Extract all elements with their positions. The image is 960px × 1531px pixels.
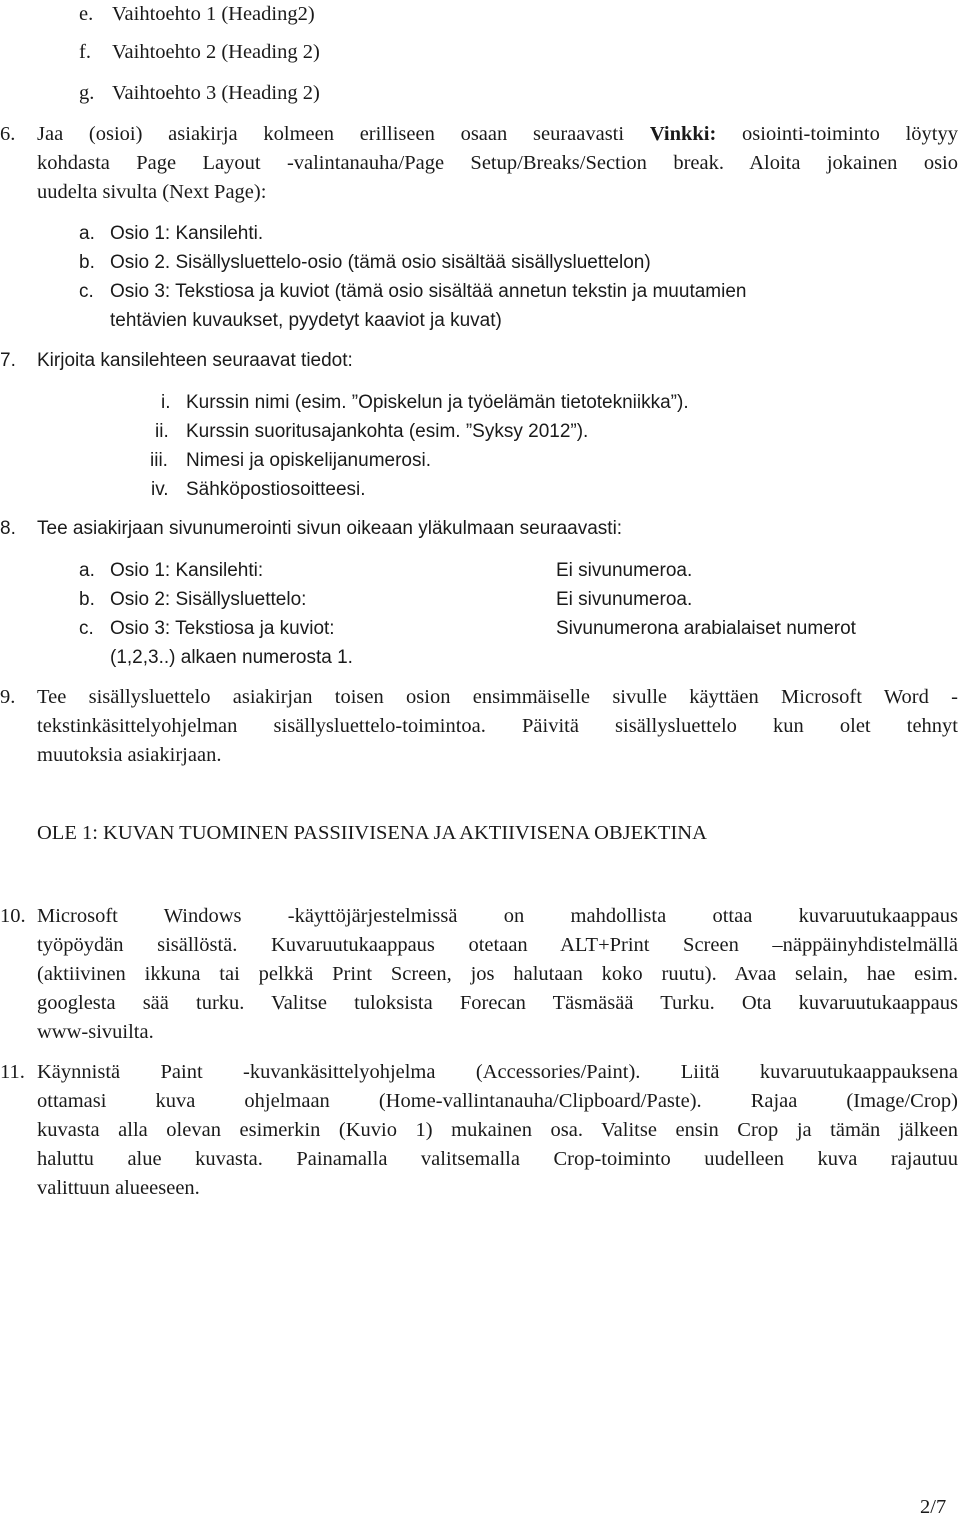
list-item: Vaihtoehto 2 (Heading 2) bbox=[112, 41, 320, 63]
roman-marker: iv. bbox=[151, 479, 169, 500]
list-marker: g. bbox=[79, 82, 95, 104]
sub-item: Osio 1: Kansilehti. bbox=[110, 223, 264, 244]
paragraph-line: kohdasta Page Layout -valintanauha/Page Setup/Breaks/Section break. Aloita jokainen osio bbox=[37, 152, 958, 174]
list-item: Vaihtoehto 3 (Heading 2) bbox=[112, 82, 320, 104]
list-marker: e. bbox=[79, 3, 94, 25]
paragraph-line: valittuun alueeseen. bbox=[37, 1177, 200, 1199]
sub-marker: a. bbox=[79, 223, 95, 244]
item-text: Kirjoita kansilehteen seuraavat tiedot: bbox=[37, 350, 353, 371]
row-label: Osio 1: Kansilehti: bbox=[110, 560, 264, 581]
paragraph-line: ottamasi kuva ohjelmaan (Home-vallintanauha/Clipboard/Paste). Rajaa (Image/Crop) bbox=[37, 1090, 958, 1112]
sub-item-continuation: tehtävien kuvaukset, pyydetyt kaaviot ja kuvat) bbox=[110, 310, 502, 331]
text-run: osiointi-toiminto löytyy bbox=[716, 123, 958, 145]
row-value: Ei sivunumeroa. bbox=[556, 560, 693, 581]
paragraph-line: (aktiivinen ikkuna tai pelkkä Print Screen, jos halutaan koko ruutu). Avaa selain, hae esim. bbox=[37, 963, 958, 985]
sub-item: Kurssin suoritusajankohta (esim. ”Syksy 2012”). bbox=[186, 421, 589, 442]
paragraph-line: kuvasta alla olevan esimerkin (Kuvio 1) mukainen osa. Valitse ensin Crop ja tämän jälkeen bbox=[37, 1119, 958, 1141]
sub-marker: c. bbox=[79, 281, 94, 302]
sub-item: Kurssin nimi (esim. ”Opiskelun ja työelämän tietotekniikka”). bbox=[186, 392, 689, 413]
paragraph-line: työpöydän sisällöstä. Kuvaruutukaappaus otetaan ALT+Print Screen –näppäinyhdistelmällä bbox=[37, 934, 958, 956]
sub-marker: b. bbox=[79, 252, 95, 273]
paragraph-line: muutoksia asiakirjaan. bbox=[37, 744, 222, 766]
item-number: 6. bbox=[0, 123, 16, 145]
sub-item: Osio 3: Tekstiosa ja kuviot (tämä osio sisältää annetun tekstin ja muutamien bbox=[110, 281, 747, 302]
roman-marker: ii. bbox=[155, 421, 169, 442]
paragraph-line bbox=[37, 120, 958, 149]
item-number: 9. bbox=[0, 686, 16, 708]
paragraph-line: Käynnistä Paint -kuvankäsittelyohjelma (Accessories/Paint). Liitä kuvaruutukaappauksena bbox=[37, 1061, 958, 1083]
row-marker: c. bbox=[79, 618, 94, 639]
row-continuation: (1,2,3..) alkaen numerosta 1. bbox=[110, 647, 353, 668]
section-heading: OLE 1: KUVAN TUOMINEN PASSIIVISENA JA AKTIIVISENA OBJEKTINA bbox=[37, 822, 707, 844]
sub-item: Sähköpostiosoitteesi. bbox=[186, 479, 366, 500]
paragraph-line: Tee sisällysluettelo asiakirjan toisen osion ensimmäiselle sivulle käyttäen Microsoft Word - bbox=[37, 686, 958, 708]
list-marker: f. bbox=[79, 41, 91, 63]
paragraph-line: googlesta sää turku. Valitse tuloksista Forecan Täsmäsää Turku. Ota kuvaruutukaappaus bbox=[37, 992, 958, 1014]
roman-marker: i. bbox=[161, 392, 171, 413]
item-number: 7. bbox=[0, 350, 16, 371]
row-marker: b. bbox=[79, 589, 95, 610]
list-item: Vaihtoehto 1 (Heading2) bbox=[112, 3, 315, 25]
sub-item: Nimesi ja opiskelijanumerosi. bbox=[186, 450, 431, 471]
page-number: 2/7 bbox=[920, 1496, 947, 1518]
item-number: 10. bbox=[0, 905, 26, 927]
row-marker: a. bbox=[79, 560, 95, 581]
text-run: Jaa (osioi) asiakirja kolmeen erilliseen osaan seuraavasti bbox=[37, 123, 650, 145]
item-number: 11. bbox=[0, 1061, 25, 1083]
row-label: Osio 2: Sisällysluettelo: bbox=[110, 589, 307, 610]
sub-item: Osio 2. Sisällysluettelo-osio (tämä osio sisältää sisällysluettelon) bbox=[110, 252, 651, 273]
paragraph-line: haluttu alue kuvasta. Painamalla valitsemalla Crop-toiminto uudelleen kuva rajautuu bbox=[37, 1148, 958, 1170]
paragraph-line: www-sivuilta. bbox=[37, 1021, 154, 1043]
item-number: 8. bbox=[0, 518, 16, 539]
paragraph-line: Microsoft Windows -käyttöjärjestelmissä on mahdollista ottaa kuvaruutukaappaus bbox=[37, 905, 958, 927]
item-text: Tee asiakirjaan sivunumerointi sivun oikeaan yläkulmaan seuraavasti: bbox=[37, 518, 623, 539]
roman-marker: iii. bbox=[150, 450, 168, 471]
row-value: Ei sivunumeroa. bbox=[556, 589, 693, 610]
row-label: Osio 3: Tekstiosa ja kuviot: bbox=[110, 618, 335, 639]
paragraph-line: tekstinkäsittelyohjelman sisällysluettelo-toimintoa. Päivitä sisällysluettelo kun olet tehnyt bbox=[37, 715, 958, 737]
paragraph-line: uudelta sivulta (Next Page): bbox=[37, 181, 267, 203]
bold-text: Vinkki: bbox=[649, 123, 717, 145]
row-value: Sivunumerona arabialaiset numerot bbox=[556, 618, 856, 639]
